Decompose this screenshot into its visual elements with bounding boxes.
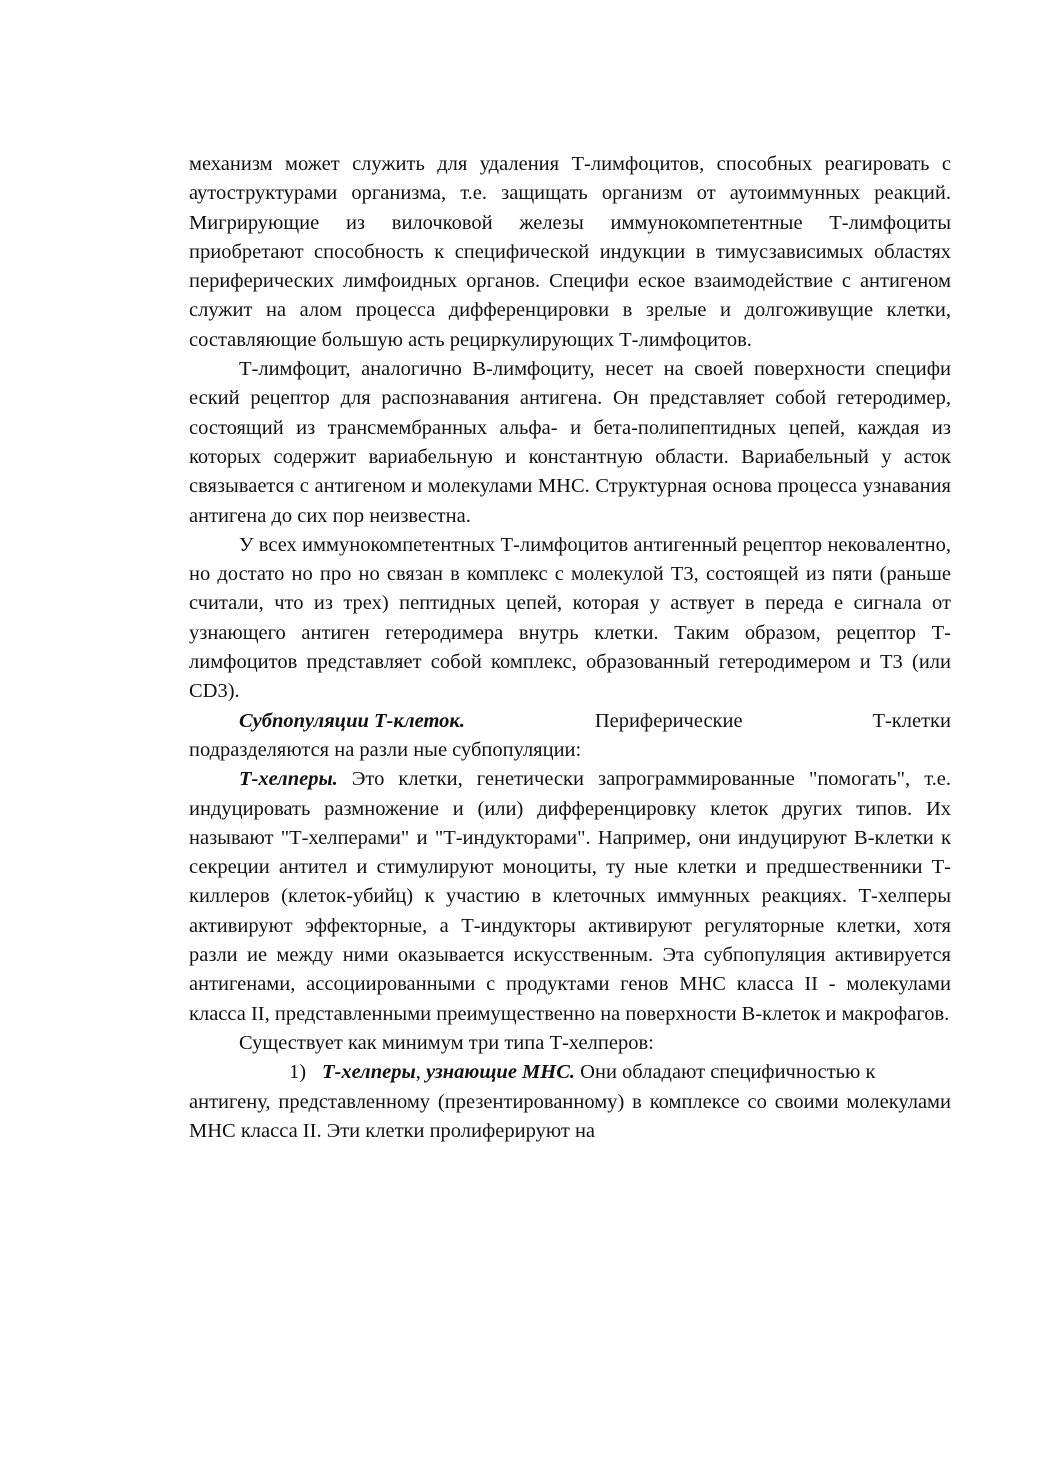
paragraph-2: Т-лимфоцит, аналогично В-лимфоциту, несет на своей поверхности специфи еский рецептор для распознавания антигена. Он представляет собой гетеродимер, состоящий из трансмембранных альфа- и бета-полипептидных цепей, каждая из которых содержит вариабельную и константную области. Вариабельный у асток связывается с антигеном и молекулами МНС. Структурная основа процесса узнавания антигена до сих пор неизвестна. bbox=[189, 358, 951, 527]
list-item-1-first-line bbox=[189, 1058, 951, 1087]
heading-word-tcells: Т-клетки bbox=[872, 709, 951, 732]
list-heading-a: Т-хелперы bbox=[322, 1061, 416, 1084]
subsection-heading: Субпопуляции Т-клеток. bbox=[239, 709, 465, 732]
heading-word-peripheral: Периферические bbox=[594, 709, 743, 732]
paragraph-1: механизм может служить для удаления Т-лимфоцитов, способных реагировать с аутоструктурами организма, т.е. защищать организм от аутоиммунных реакций. Мигрирующие из вилочковой железы иммунокомпетентные Т-лимфоциты приобретают способность к специфической индукции в тимусзависимых областях периферических лимфоидных органов. Специфи еское взаимодействие с антигеном служит на алом процесса дифференцировки в зрелые и долгоживущие клетки, составляющие большую асть рециркулирующих Т-лимфоцитов. bbox=[189, 153, 951, 351]
list-heading-b: узнающие МНС. bbox=[425, 1061, 576, 1084]
list-item-1-text: антигену, представленному (презентированному) в комплексе со своими молекулами МНС класса II. Эти клетки пролиферируют на bbox=[189, 1090, 951, 1142]
document-body bbox=[189, 150, 951, 1146]
list-item-1-start: Они обладают специфичностью к bbox=[580, 1061, 876, 1084]
paragraph-6: Существует как минимум три типа Т-хелперов: bbox=[239, 1031, 654, 1054]
paragraph-4-continuation: подразделяются на разли ные субпопуляции: bbox=[189, 738, 582, 761]
subsection-heading-line bbox=[189, 707, 951, 736]
list-heading-comma: , bbox=[415, 1061, 421, 1084]
list-number: 1) bbox=[289, 1061, 307, 1084]
paragraph-5 bbox=[189, 765, 951, 1029]
paragraph-5-text: Это клетки, генетически запрограммированные "помогать", т.е. индуцировать размножение и (или) дифференцировку клеток других типов. Их называют "Т-хелперами" и "Т-индукторами". Например, они индуцируют В-клетки к секреции антител и стимулируют моноциты, ту ные клетки и предшественники Т-киллеров (клеток-убийц) к участию в клеточных иммунных реакциях. Т-хелперы активируют эффекторные, а Т-индукторы активируют регуляторные клетки, хотя разли ие между ними оказывается искусственным. Эта субпопуляция активируется антигенами, ассоциированными с продуктами генов МНС класса II - молекулами класса II, представленными преимущественно на поверхности В-клеток и макрофагов. bbox=[189, 768, 951, 1025]
paragraph-3: У всех иммунокомпетентных Т-лимфоцитов антигенный рецептор нековалентно, но достато но про но связан в комплекс с молекулой Т3, состоящей из пяти (раньше считали, что из трех) пептидных цепей, которая у аствует в переда е сигнала от узнающего антиген гетеродимера внутрь клетки. Таким образом, рецептор Т-лимфоцитов представляет собой комплекс, образованный гетеродимером и Т3 (или CD3). bbox=[189, 533, 951, 703]
t-helpers-heading: Т-хелперы. bbox=[239, 768, 338, 791]
